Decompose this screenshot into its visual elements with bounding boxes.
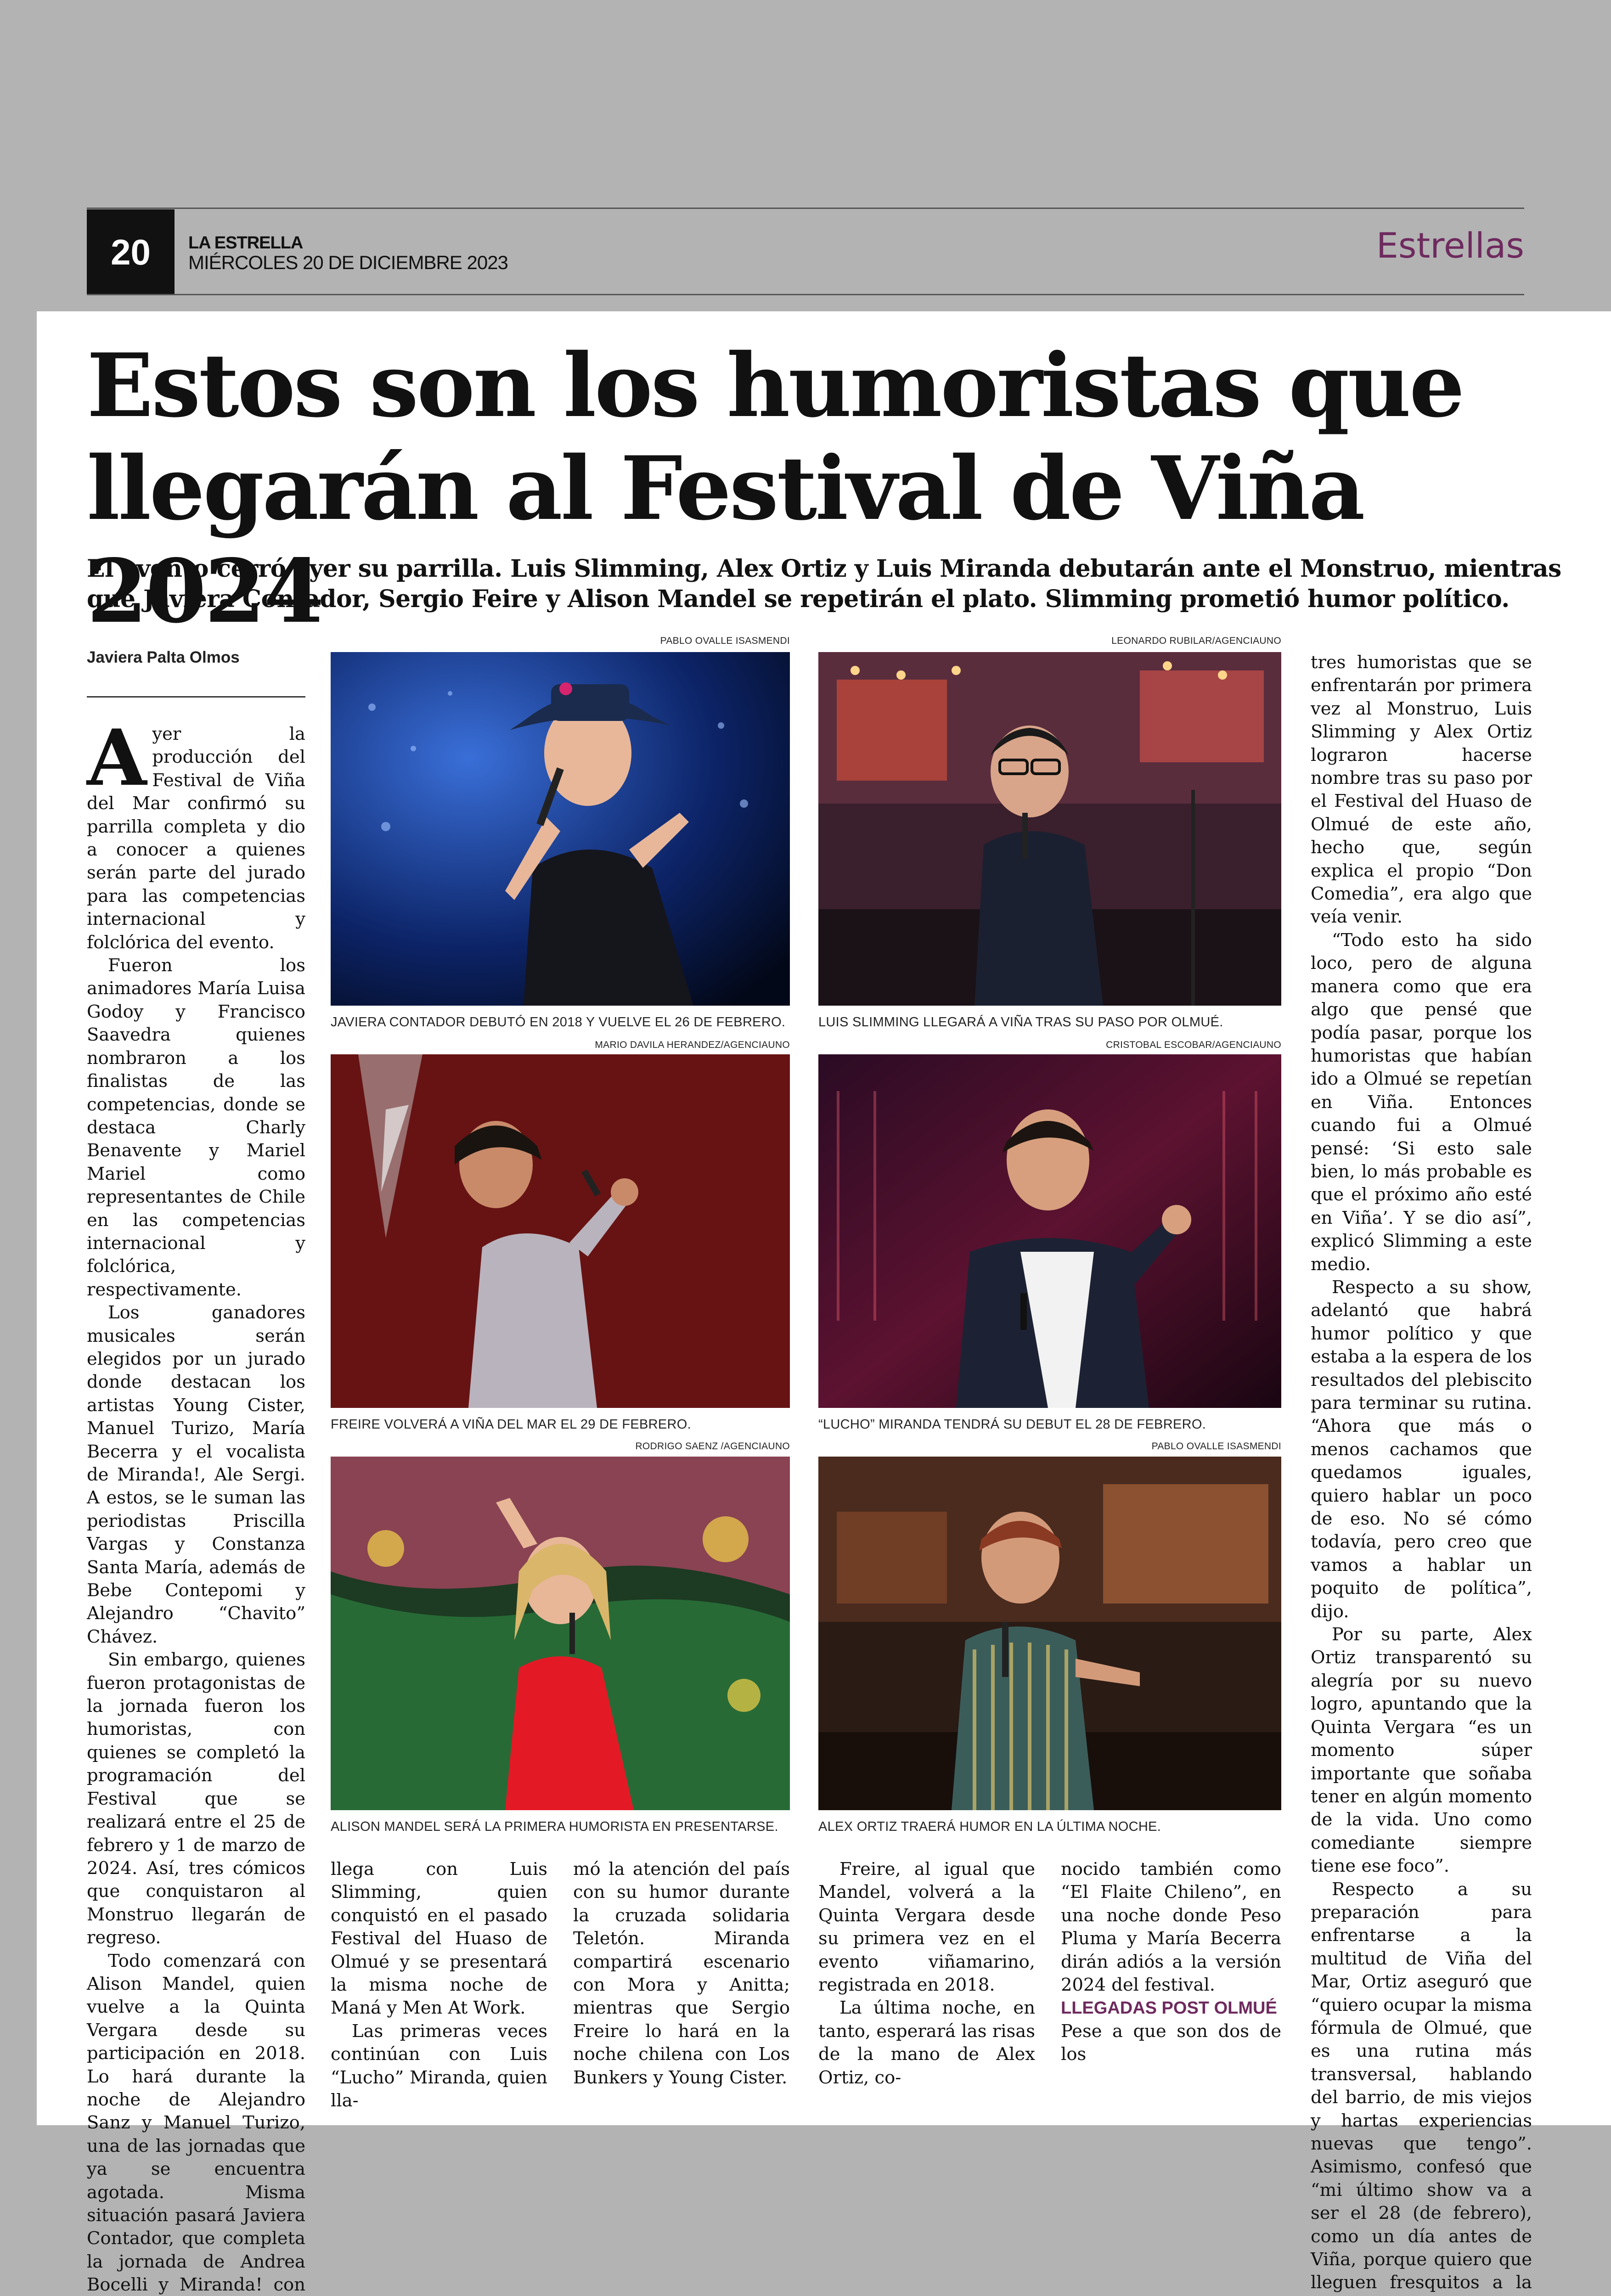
text-column-6 — [1311, 651, 1532, 2296]
paragraph: llega con Luis Slimming, quien conquistó en el pasado Festival del Huaso de Olmué y se presentará la misma noche de Maná y Men At Work. — [331, 1859, 547, 2019]
paragraph: Respecto a su preparación para enfrentarse a la multitud de Viña del Mar, Ortiz aseguró que “quiero ocupar la misma fórmula de Olmué, que es una rutina más transversal, hablando del barrio, de mis viejos y hartas experiencias nuevas que tengo”. Asimismo, confesó que “mi último show va a ser el 28 (de febrero), como un día antes de Viña, porque quiero que lleguen fresquitos a la — [1311, 1879, 1532, 2293]
paragraph: Fueron los animadores María Luisa Godoy y Francisco Saavedra quienes nombraron a los finalistas de las competencias, donde se destaca Charly Benavente y Mariel Mariel como representantes de Chile en las competencias internacional y folclórica, respectivamente. — [87, 955, 305, 1300]
issue-date: MIÉRCOLES 20 DE DICIEMBRE 2023 — [188, 252, 508, 273]
stage-photo-image — [331, 1054, 790, 1408]
paragraph: Ayer la producción del Festival de Viña del Mar confirmó su parrilla completa y dio a conocer a quienes serán parte del jurado para las competencias internacional y folclórica del evento. — [87, 712, 305, 953]
stage-photo-image — [331, 1457, 790, 1810]
photo-credit: RODRIGO SAENZ /AGENCIAUNO — [635, 1441, 790, 1452]
stage-photo-image — [818, 652, 1281, 1006]
stage-photo-image — [818, 1457, 1281, 1810]
paragraph: Por su parte, Alex Ortiz transparentó su alegría por su nuevo logro, apuntando que la Quinta Vergara “es un momento súper importante que soñaba tener en algún momento de la vida. Uno como comediante siempre tiene ese foco”. — [1311, 1624, 1532, 1877]
paragraph: Todo comenzará con Alison Mandel, quien vuelve a la Quinta Vergara desde su participación en 2018. Lo hará durante la noche de Alejandro Sanz y Manuel Turizo, una de las jornadas que ya se encuentra agotada. Misma situación pasará Javiera Contador, que completa la jornada de Andrea Bocelli y Miranda! con — [87, 1950, 305, 2296]
paragraph: Freire, al igual que Mandel, volverá a la Quinta Vergara desde su primera vez en el evento viñamarino, registrada en 2018. — [818, 1859, 1035, 1996]
stage-photo-image — [818, 1054, 1281, 1408]
photo-alison-mandel — [331, 1457, 790, 1810]
photo-sergio-freire — [331, 1054, 790, 1408]
byline: Javiera Palta Olmos — [87, 648, 240, 666]
paragraph: mó la atención del país con su humor durante la cruzada solidaria Teletón. Miranda compartirá escenario con Mora y Anitta; mientras que Sergio Freire lo hará en la noche chilena con Los Bunkers y Young Cister. — [573, 1859, 790, 2088]
header-bottom-rule — [87, 294, 1524, 295]
text-column-1 — [87, 712, 305, 2296]
subheading: LLEGADAS POST OLMUÉ — [1061, 1998, 1277, 2018]
photo-credit: MARIO DAVILA HERANDEZ/AGENCIAUNO — [595, 1040, 790, 1050]
photo-lucho-miranda — [818, 1054, 1281, 1408]
drop-cap: A — [87, 712, 147, 803]
byline-rule — [87, 696, 305, 698]
article-page — [37, 311, 1611, 2296]
paragraph: La última noche, en tanto, esperará las risas de la mano de Alex Ortiz, co- — [818, 1998, 1035, 2088]
paragraph: “Todo esto ha sido loco, pero de alguna manera como que era algo que pensé que podía pasar, porque los humoristas que habían ido a Olmué se repetían en Viña. Entonces cuando fui a Olmué pensé: ‘Si esto sale bien, lo más probable es que el próximo año esté en Viña’. Y se dio así”, explicó Slimming a este medio. — [1311, 929, 1532, 1275]
text-column-3 — [573, 1858, 790, 2089]
photo-credit: PABLO OVALLE ISASMENDI — [1151, 1441, 1281, 1452]
text-column-2 — [331, 1858, 547, 2112]
photo-javiera-contador — [331, 652, 790, 1006]
stage-photo-image — [331, 652, 790, 1006]
deck: El evento cerró ayer su parrilla. Luis Slimming, Alex Ortiz y Luis Miranda debutarán ante el Monstruo, mientras que Javiera Contador, Sergio Feire y Alison Mandel se repetirán el plato. Slimming prometió humor político. — [87, 555, 1561, 613]
photo-caption: ALISON MANDEL SERÁ LA PRIMERA HUMORISTA EN PRESENTARSE. — [331, 1819, 778, 1834]
newspaper-name: LA ESTRELLA — [188, 233, 303, 253]
paragraph: tres humoristas que se enfrentarán por primera vez al Monstruo, Luis Slimming y Alex Ortiz lograron hacerse nombre tras su paso por el Festival del Huaso de Olmué de este año, hecho que, según explica el propio “Don Comedia”, era algo que veía venir. — [1311, 652, 1532, 928]
paragraph: Pese a que son dos de los — [1061, 2020, 1281, 2065]
header-top-rule — [87, 208, 1524, 209]
photo-caption: JAVIERA CONTADOR DEBUTÓ EN 2018 Y VUELVE EL 26 DE FEBRERO. — [331, 1015, 786, 1030]
paragraph: Los ganadores musicales serán elegidos por un jurado donde destacan los artistas Young Cister, Manuel Turizo, María Becerra y el vocalista de Miranda!, Ale Sergi. A estos, se le suman las periodistas Priscilla Vargas y Constanza Santa María, además de Bebe Contepomi y Alejandro “Chavito” Chávez. — [87, 1302, 305, 1647]
photo-credit: PABLO OVALLE ISASMENDI — [660, 636, 790, 646]
photo-caption: “LUCHO” MIRANDA TENDRÁ SU DEBUT EL 28 DE FEBRERO. — [818, 1417, 1206, 1432]
photo-caption: FREIRE VOLVERÁ A VIÑA DEL MAR EL 29 DE FEBRERO. — [331, 1417, 691, 1432]
headline: Estos son los humoristas que llegarán al Festival de Viña 2024 — [87, 334, 1463, 642]
photo-credit: CRISTOBAL ESCOBAR/AGENCIAUNO — [1106, 1040, 1281, 1050]
photo-credit: LEONARDO RUBILAR/AGENCIAUNO — [1111, 636, 1281, 646]
page-number: 20 — [87, 209, 175, 295]
photo-caption: ALEX ORTIZ TRAERÁ HUMOR EN LA ÚLTIMA NOCHE. — [818, 1819, 1161, 1834]
section-name: Estrellas — [1376, 225, 1524, 266]
paragraph: Las primeras veces continúan con Luis “Lucho” Miranda, quien lla- — [331, 2020, 547, 2111]
photo-alex-ortiz — [818, 1457, 1281, 1810]
text-column-4 — [818, 1858, 1035, 2089]
paragraph: Respecto a su show, adelantó que habrá humor político y que estaba a la espera de los resultados del plebiscito para terminar su rutina. “Ahora que más o menos cachamos que quedamos iguales, quiero hablar un poco de eso. No sé cómo todavía, pero creo que vamos a hablar un poquito de política”, dijo. — [1311, 1277, 1532, 1622]
photo-caption: LUIS SLIMMING LLEGARÁ A VIÑA TRAS SU PASO POR OLMUÉ. — [818, 1015, 1223, 1030]
photo-luis-slimming — [818, 652, 1281, 1006]
text-column-5 — [1061, 1858, 1281, 2066]
paragraph: nocido también como “El Flaite Chileno”, en una noche donde Peso Pluma y María Becerra dirán adiós a la versión 2024 del festival. — [1061, 1859, 1281, 1996]
paragraph: Sin embargo, quienes fueron protagonistas de la jornada fueron los humoristas, con quienes se completó la programación del Festival que se realizará entre el 25 de febrero y 1 de marzo de 2024. Así, tres cómicos que conquistaron al Monstruo llegarán de regreso. — [87, 1649, 305, 1948]
